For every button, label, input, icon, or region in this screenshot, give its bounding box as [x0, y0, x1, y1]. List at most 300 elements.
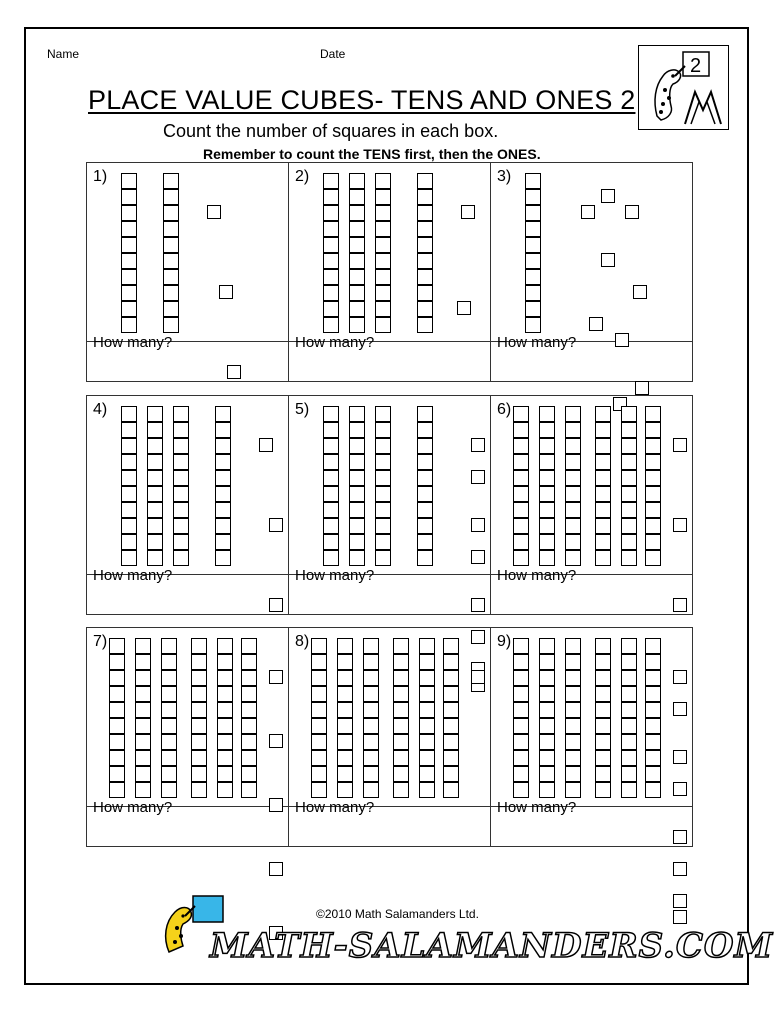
rod-unit [323, 422, 339, 438]
rod-unit [349, 173, 365, 189]
rod-unit [323, 237, 339, 253]
rod-unit [337, 654, 353, 670]
rod-unit [135, 702, 151, 718]
rod-unit [241, 654, 257, 670]
rod-unit [217, 750, 233, 766]
rod-unit [161, 638, 177, 654]
problem-number: 8) [295, 633, 310, 650]
rod-unit [393, 686, 409, 702]
rod-unit [241, 734, 257, 750]
rod-unit [525, 317, 541, 333]
rod-unit [121, 406, 137, 422]
rod-unit [337, 750, 353, 766]
rod-unit [349, 454, 365, 470]
rod-unit [349, 470, 365, 486]
rod-unit [161, 782, 177, 798]
rod-unit [135, 734, 151, 750]
rod-unit [337, 686, 353, 702]
ones-cube [673, 670, 687, 684]
rod-unit [337, 766, 353, 782]
rod-unit [163, 189, 179, 205]
how-many-prompt: How many? [497, 567, 577, 584]
rod-unit [565, 486, 581, 502]
rod-unit [311, 782, 327, 798]
rod-unit [621, 550, 637, 566]
rod-unit [375, 438, 391, 454]
rod-unit [419, 782, 435, 798]
rod-unit [375, 422, 391, 438]
problem-box [491, 627, 693, 847]
rod-unit [121, 454, 137, 470]
ones-cube [673, 750, 687, 764]
rod-unit [417, 438, 433, 454]
rod-unit [525, 301, 541, 317]
rod-unit [349, 317, 365, 333]
ones-cube [269, 734, 283, 748]
rod-unit [645, 702, 661, 718]
rod-unit [645, 470, 661, 486]
rod-unit [173, 518, 189, 534]
rod-unit [419, 718, 435, 734]
rod-unit [161, 718, 177, 734]
rod-unit [241, 750, 257, 766]
rod-unit [565, 454, 581, 470]
rod-unit [565, 422, 581, 438]
ones-cube [673, 910, 687, 924]
rod-unit [191, 686, 207, 702]
rod-unit [419, 750, 435, 766]
rod-unit [311, 670, 327, 686]
rod-unit [163, 285, 179, 301]
rod-unit [173, 406, 189, 422]
rod-unit [215, 406, 231, 422]
rod-unit [363, 654, 379, 670]
rod-unit [621, 534, 637, 550]
footer-copyright: ©2010 Math Salamanders Ltd. [316, 907, 479, 921]
rod-unit [539, 518, 555, 534]
rod-unit [147, 534, 163, 550]
rod-unit [363, 718, 379, 734]
rod-unit [135, 766, 151, 782]
ones-cube [633, 285, 647, 299]
rod-unit [565, 686, 581, 702]
rod-unit [241, 718, 257, 734]
problem-number: 4) [93, 401, 108, 418]
rod-unit [163, 317, 179, 333]
rod-unit [595, 654, 611, 670]
footer-brand: MATH-SALAMANDERS.COM [210, 926, 774, 966]
rod-unit [191, 638, 207, 654]
rod-unit [417, 518, 433, 534]
rod-unit [375, 406, 391, 422]
rod-unit [147, 406, 163, 422]
rod-unit [121, 237, 137, 253]
rod-unit [161, 750, 177, 766]
rod-unit [595, 470, 611, 486]
rod-unit [393, 750, 409, 766]
rod-unit [621, 422, 637, 438]
rod-unit [363, 750, 379, 766]
name-label: Name [47, 47, 80, 61]
rod-unit [443, 638, 459, 654]
date-label: Date [320, 47, 346, 61]
rod-unit [513, 654, 529, 670]
rod-unit [337, 734, 353, 750]
rod-unit [217, 654, 233, 670]
rod-unit [393, 638, 409, 654]
rod-unit [363, 702, 379, 718]
rod-unit [161, 766, 177, 782]
rod-unit [147, 502, 163, 518]
rod-unit [645, 422, 661, 438]
rod-unit [217, 638, 233, 654]
rod-unit [349, 502, 365, 518]
ones-cube [269, 798, 283, 812]
rod-unit [147, 486, 163, 502]
rod-unit [621, 782, 637, 798]
rod-unit [363, 734, 379, 750]
rod-unit [417, 253, 433, 269]
rod-unit [311, 654, 327, 670]
rod-unit [375, 253, 391, 269]
rod-unit [513, 550, 529, 566]
salamander-logo-icon [639, 46, 729, 130]
rod-unit [539, 670, 555, 686]
rod-unit [241, 782, 257, 798]
rod-unit [161, 654, 177, 670]
rod-unit [337, 782, 353, 798]
rod-unit [337, 702, 353, 718]
rod-unit [595, 454, 611, 470]
rod-unit [417, 269, 433, 285]
rod-unit [621, 470, 637, 486]
rod-unit [539, 502, 555, 518]
rod-unit [121, 502, 137, 518]
rod-unit [595, 670, 611, 686]
rod-unit [621, 486, 637, 502]
rod-unit [645, 486, 661, 502]
rod-unit [513, 470, 529, 486]
problem-number: 6) [497, 401, 512, 418]
rod-unit [539, 654, 555, 670]
rod-unit [121, 253, 137, 269]
problem-box [289, 162, 491, 382]
rod-unit [163, 237, 179, 253]
rod-unit [215, 534, 231, 550]
rod-unit [121, 470, 137, 486]
rod-unit [621, 518, 637, 534]
rod-unit [565, 654, 581, 670]
ones-cube [673, 894, 687, 908]
rod-unit [121, 173, 137, 189]
ones-cube [601, 253, 615, 267]
rod-unit [417, 173, 433, 189]
rod-unit [595, 734, 611, 750]
rod-unit [349, 438, 365, 454]
rod-unit [443, 718, 459, 734]
rod-unit [311, 750, 327, 766]
rod-unit [311, 702, 327, 718]
rod-unit [417, 205, 433, 221]
rod-unit [645, 782, 661, 798]
rod-unit [539, 406, 555, 422]
rod-unit [565, 550, 581, 566]
ones-cube [471, 598, 485, 612]
rod-unit [323, 221, 339, 237]
rod-unit [163, 205, 179, 221]
rod-unit [513, 502, 529, 518]
rod-unit [349, 301, 365, 317]
rod-unit [121, 438, 137, 454]
rod-unit [109, 718, 125, 734]
rod-unit [419, 702, 435, 718]
rod-unit [217, 734, 233, 750]
rod-unit [121, 301, 137, 317]
ones-cube [673, 598, 687, 612]
rod-unit [595, 750, 611, 766]
rod-unit [217, 702, 233, 718]
rod-unit [349, 205, 365, 221]
rod-unit [147, 438, 163, 454]
rod-unit [109, 654, 125, 670]
rod-unit [595, 518, 611, 534]
rod-unit [417, 454, 433, 470]
rod-unit [215, 470, 231, 486]
rod-unit [191, 702, 207, 718]
rod-unit [595, 486, 611, 502]
rod-unit [565, 502, 581, 518]
ones-cube [471, 470, 485, 484]
rod-unit [323, 438, 339, 454]
rod-unit [121, 269, 137, 285]
rod-unit [163, 301, 179, 317]
rod-unit [525, 173, 541, 189]
rod-unit [645, 550, 661, 566]
rod-unit [323, 406, 339, 422]
rod-unit [121, 221, 137, 237]
rod-unit [323, 486, 339, 502]
rod-unit [443, 702, 459, 718]
rod-unit [645, 670, 661, 686]
rod-unit [135, 670, 151, 686]
ones-cube [673, 782, 687, 796]
instruction-text: Count the number of squares in each box. [163, 121, 499, 141]
rod-unit [135, 750, 151, 766]
problem-row [86, 627, 697, 847]
rod-unit [161, 734, 177, 750]
rod-unit [645, 502, 661, 518]
rod-unit [645, 734, 661, 750]
rod-unit [349, 486, 365, 502]
rod-unit [595, 718, 611, 734]
reminder-text: Remember to count the TENS first, then the ONES. [203, 146, 541, 162]
rod-unit [595, 638, 611, 654]
problem-box [491, 162, 693, 382]
rod-unit [645, 638, 661, 654]
rod-unit [163, 269, 179, 285]
how-many-prompt: How many? [295, 334, 375, 351]
rod-unit [375, 237, 391, 253]
rod-unit [565, 670, 581, 686]
rod-unit [417, 301, 433, 317]
rod-unit [539, 702, 555, 718]
rod-unit [443, 686, 459, 702]
rod-unit [323, 502, 339, 518]
ones-cube [673, 438, 687, 452]
rod-unit [363, 686, 379, 702]
ones-cube [673, 830, 687, 844]
rod-unit [525, 189, 541, 205]
rod-unit [161, 686, 177, 702]
rod-unit [393, 654, 409, 670]
rod-unit [645, 750, 661, 766]
ones-cube [471, 670, 485, 684]
rod-unit [513, 782, 529, 798]
rod-unit [595, 406, 611, 422]
how-many-prompt: How many? [295, 567, 375, 584]
problem-number: 3) [497, 168, 512, 185]
rod-unit [135, 686, 151, 702]
rod-unit [513, 766, 529, 782]
rod-unit [323, 470, 339, 486]
rod-unit [375, 205, 391, 221]
ones-cube [207, 205, 221, 219]
ones-cube [269, 670, 283, 684]
rod-unit [163, 253, 179, 269]
rod-unit [621, 654, 637, 670]
problem-number: 2) [295, 168, 310, 185]
how-many-prompt: How many? [497, 334, 577, 351]
rod-unit [525, 285, 541, 301]
rod-unit [191, 670, 207, 686]
rod-unit [565, 470, 581, 486]
rod-unit [215, 486, 231, 502]
rod-unit [595, 534, 611, 550]
rod-unit [621, 734, 637, 750]
rod-unit [645, 454, 661, 470]
rod-unit [375, 221, 391, 237]
rod-unit [565, 438, 581, 454]
problem-number: 1) [93, 168, 108, 185]
ones-cube [471, 518, 485, 532]
rod-unit [311, 766, 327, 782]
rod-unit [135, 654, 151, 670]
rod-unit [135, 782, 151, 798]
rod-unit [323, 317, 339, 333]
ones-cube [259, 438, 273, 452]
rod-unit [241, 702, 257, 718]
ones-cube [589, 317, 603, 331]
rod-unit [217, 670, 233, 686]
rod-unit [513, 422, 529, 438]
rod-unit [121, 486, 137, 502]
rod-unit [525, 237, 541, 253]
rod-unit [513, 670, 529, 686]
rod-unit [311, 734, 327, 750]
rod-unit [349, 285, 365, 301]
rod-unit [595, 766, 611, 782]
rod-unit [323, 550, 339, 566]
rod-unit [645, 686, 661, 702]
rod-unit [539, 438, 555, 454]
rod-unit [173, 486, 189, 502]
rod-unit [443, 654, 459, 670]
rod-unit [595, 422, 611, 438]
problem-box [491, 395, 693, 615]
how-many-prompt: How many? [93, 567, 173, 584]
how-many-prompt: How many? [93, 799, 173, 816]
rod-unit [417, 422, 433, 438]
rod-unit [121, 205, 137, 221]
grade-number: 2 [690, 55, 702, 77]
rod-unit [375, 189, 391, 205]
rod-unit [539, 470, 555, 486]
rod-unit [621, 406, 637, 422]
rod-unit [513, 734, 529, 750]
rod-unit [121, 189, 137, 205]
rod-unit [163, 221, 179, 237]
rod-unit [621, 638, 637, 654]
problem-number: 7) [93, 633, 108, 650]
ones-cube [471, 550, 485, 564]
ones-cube [673, 862, 687, 876]
rod-unit [375, 470, 391, 486]
rod-unit [109, 766, 125, 782]
rod-unit [191, 654, 207, 670]
rod-unit [645, 534, 661, 550]
rod-unit [323, 454, 339, 470]
problem-box [289, 395, 491, 615]
ones-cube [625, 205, 639, 219]
rod-unit [363, 766, 379, 782]
rod-unit [215, 438, 231, 454]
rod-unit [539, 534, 555, 550]
rod-unit [109, 686, 125, 702]
problem-box [87, 162, 289, 382]
rod-unit [121, 422, 137, 438]
rod-unit [241, 686, 257, 702]
problem-number: 9) [497, 633, 512, 650]
rod-unit [443, 766, 459, 782]
rod-unit [621, 438, 637, 454]
rod-unit [217, 766, 233, 782]
problem-number: 5) [295, 401, 310, 418]
rod-unit [525, 221, 541, 237]
rod-unit [375, 173, 391, 189]
rod-unit [375, 518, 391, 534]
rod-unit [443, 734, 459, 750]
rod-unit [121, 317, 137, 333]
ones-cube [457, 301, 471, 315]
rod-unit [173, 502, 189, 518]
rod-unit [217, 782, 233, 798]
rod-unit [241, 670, 257, 686]
rod-unit [349, 550, 365, 566]
rod-unit [349, 237, 365, 253]
rod-unit [419, 654, 435, 670]
rod-unit [565, 702, 581, 718]
rod-unit [215, 550, 231, 566]
ones-cube [227, 365, 241, 379]
rod-unit [645, 654, 661, 670]
rod-unit [645, 406, 661, 422]
rod-unit [161, 670, 177, 686]
ones-cube [219, 285, 233, 299]
rod-unit [525, 253, 541, 269]
rod-unit [363, 782, 379, 798]
rod-unit [513, 518, 529, 534]
rod-unit [443, 750, 459, 766]
